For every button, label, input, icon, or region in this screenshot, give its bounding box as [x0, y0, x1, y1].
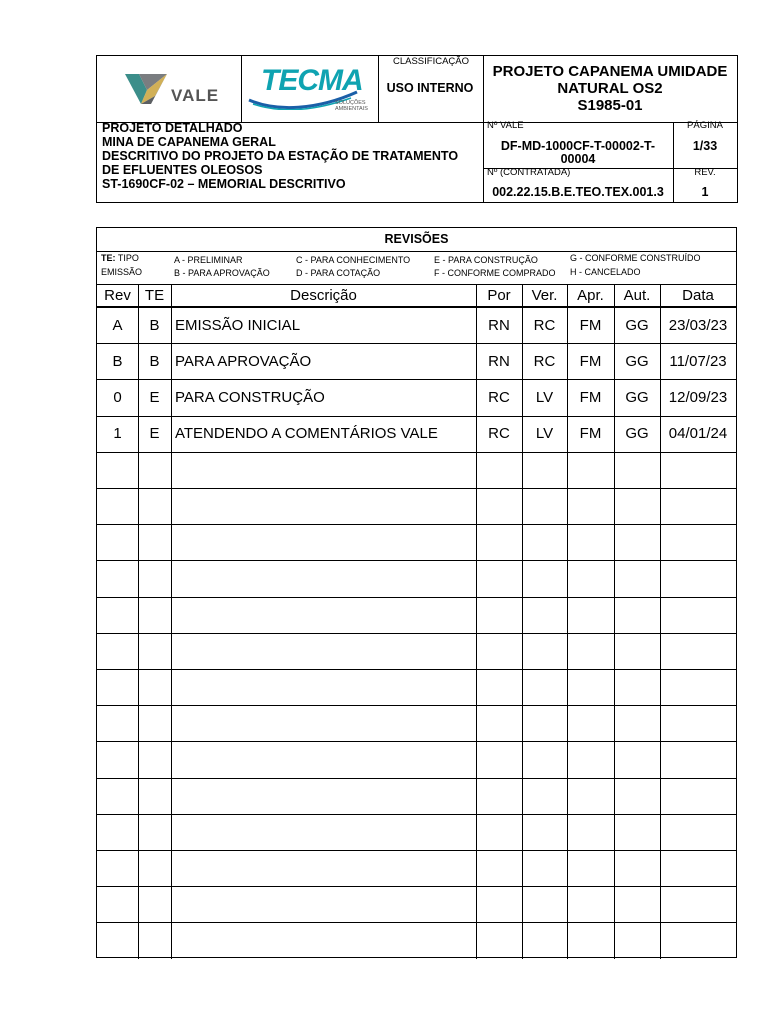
table-cell: GG [625, 316, 649, 334]
table-cell: GG [625, 388, 649, 406]
revision-type-legend [97, 251, 736, 283]
table-cell: 12/09/23 [668, 388, 728, 406]
table-cell: EMISSÃO INICIAL [175, 316, 301, 334]
legend-item: G - CONFORME CONSTRUÍDO [570, 253, 701, 263]
table-cell: RC [533, 316, 556, 334]
nvale-label: Nº VALE [487, 120, 524, 131]
legend-item: B - PARA APROVAÇÃO [174, 268, 270, 278]
table-cell: 1 [113, 425, 122, 443]
legend-item: F - CONFORME COMPRADO [434, 268, 556, 278]
table-cell: PARA CONSTRUÇÃO [175, 388, 325, 406]
ncontratada-label: Nº (CONTRATADA) [487, 167, 571, 178]
pagina-label: PÁGINA [687, 120, 723, 131]
table-cell: B [112, 352, 123, 370]
table-cell: RC [488, 388, 510, 406]
column-header: Ver. [531, 287, 558, 304]
table-cell: FM [579, 425, 602, 443]
table-cell: E [149, 388, 160, 406]
project-title-line2: NATURAL OS2 [557, 80, 663, 97]
rev-value: 1 [701, 185, 709, 199]
table-cell: 11/07/23 [669, 352, 727, 370]
column-header: TE [144, 287, 165, 304]
table-cell: RN [488, 352, 510, 370]
tecma-logo-subtitle: SOLUÇÕES AMBIENTAIS [335, 100, 368, 112]
legend-item: D - PARA COTAÇÃO [296, 268, 381, 278]
table-cell: B [149, 352, 160, 370]
table-cell: ATENDENDO A COMENTÁRIOS VALE [175, 425, 438, 443]
revisions-title: REVISÕES [384, 232, 449, 246]
table-cell: B [149, 316, 160, 334]
description-line1: PROJETO DETALHADO [102, 121, 243, 135]
column-header: Aut. [623, 287, 651, 304]
table-cell: GG [625, 352, 649, 370]
rev-label: REV. [694, 167, 716, 178]
row-divider [97, 524, 736, 525]
divider [241, 56, 242, 122]
legend-item: H - CANCELADO [570, 267, 641, 277]
description-line5: ST-1690CF-02 – MEMORIAL DESCRITIVO [102, 177, 346, 191]
row-divider [97, 814, 736, 815]
row-divider [97, 560, 736, 561]
column-header: Apr. [577, 287, 604, 304]
pagina-value: 1/33 [692, 139, 718, 153]
table-cell: A [112, 316, 123, 334]
table-cell: FM [579, 388, 602, 406]
row-divider [97, 850, 736, 851]
row-divider [97, 669, 736, 670]
table-cell: 04/01/24 [668, 425, 728, 443]
table-cell: FM [579, 352, 602, 370]
row-divider [97, 488, 736, 489]
table-cell: RN [488, 316, 510, 334]
column-header: Descrição [290, 287, 357, 304]
description-line4: DE EFLUENTES OLEOSOS [102, 163, 263, 177]
row-divider [97, 705, 736, 706]
row-divider [97, 922, 736, 923]
legend-item: E - PARA CONSTRUÇÃO [434, 255, 538, 265]
project-title-line1: PROJETO CAPANEMA UMIDADE [492, 63, 728, 80]
table-cell: LV [535, 388, 554, 406]
column-header: Por [487, 287, 511, 304]
table-cell: RC [488, 425, 510, 443]
description-line2: MINA DE CAPANEMA GERAL [102, 135, 276, 149]
te-emissao-label: EMISSÃO [101, 267, 143, 277]
table-cell: FM [579, 316, 602, 334]
table-cell: RC [533, 352, 556, 370]
row-divider [97, 597, 736, 598]
nvale-value-line1: DF-MD-1000CF-T-00002-T- [500, 139, 656, 153]
legend-item: C - PARA CONHECIMENTO [296, 255, 411, 265]
classificacao-value: USO INTERNO [386, 81, 474, 95]
table-cell: 23/03/23 [668, 316, 728, 334]
document-header [96, 55, 738, 203]
table-cell: E [149, 425, 160, 443]
te-label: TE: TIPO [101, 253, 139, 263]
column-header: Rev [104, 287, 131, 304]
revisions-table [96, 227, 737, 958]
nvale-value-line2: 00004 [560, 152, 596, 166]
table-cell: GG [625, 425, 649, 443]
table-cell: LV [535, 425, 554, 443]
row-divider [97, 886, 736, 887]
vale-logo-text: VALE [171, 86, 220, 105]
project-title-line3: S1985-01 [577, 97, 643, 114]
row-divider [97, 633, 736, 634]
description-line3: DESCRITIVO DO PROJETO DA ESTAÇÃO DE TRATAMENTO [102, 149, 459, 163]
row-divider [97, 778, 736, 779]
ncontratada-value: 002.22.15.B.E.TEO.TEX.001.3 [492, 185, 664, 199]
tecma-logo-text: TECMA [261, 64, 363, 97]
legend-item: A - PRELIMINAR [174, 255, 243, 265]
classificacao-label: CLASSIFICAÇÃO [392, 56, 470, 67]
table-cell: 0 [113, 388, 122, 406]
row-divider [97, 452, 736, 453]
table-cell: PARA APROVAÇÃO [175, 352, 312, 370]
row-divider [97, 741, 736, 742]
vale-logo [123, 68, 233, 112]
tecma-logo [247, 64, 373, 116]
column-header: Data [682, 287, 714, 304]
